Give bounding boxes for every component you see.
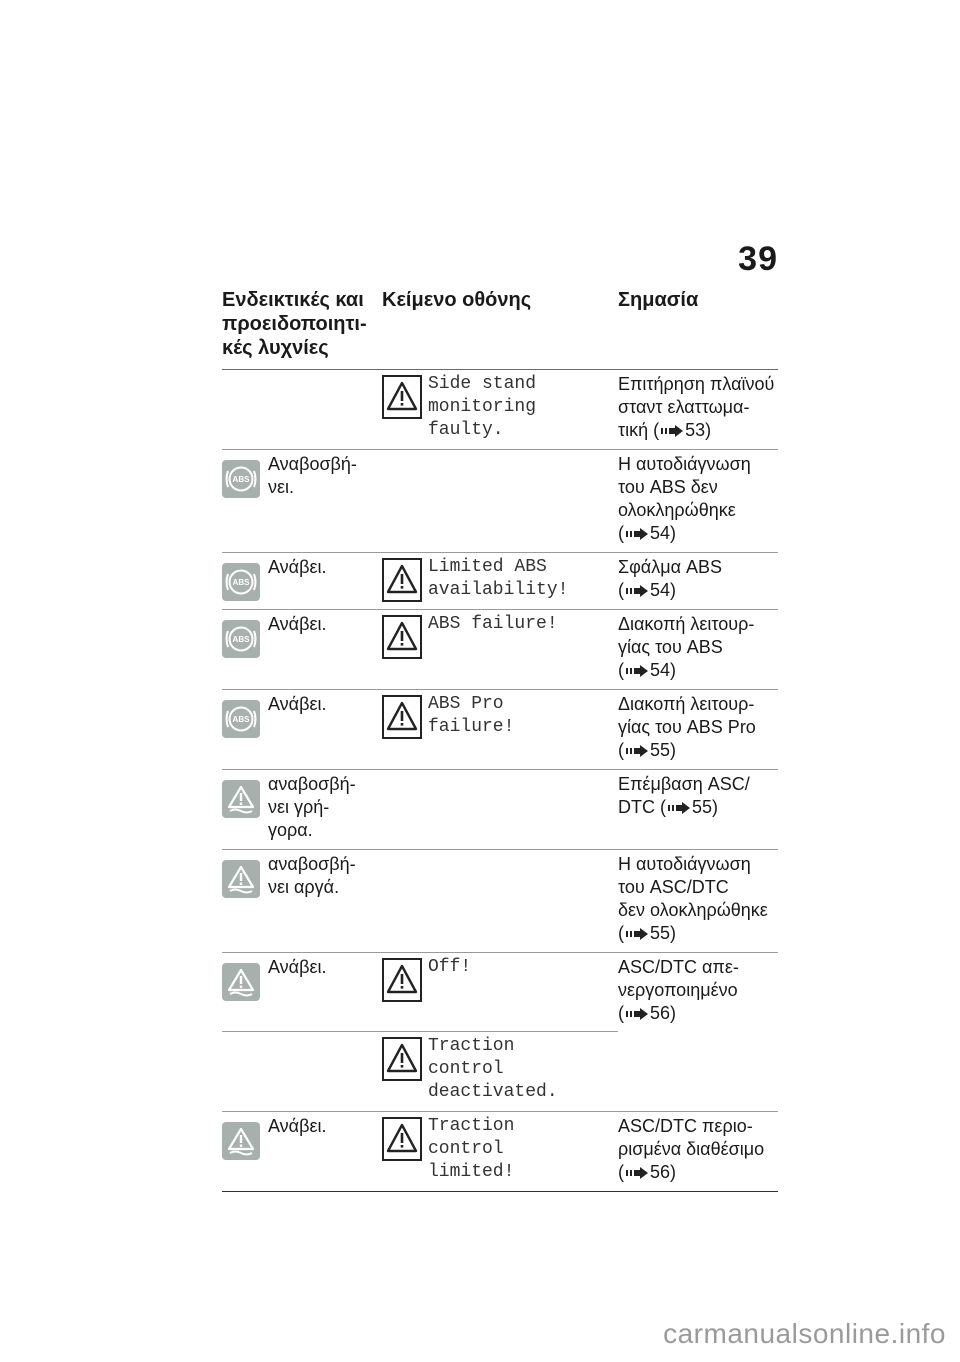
meaning-text: Επέμβαση ASC/ DTC ( (618, 774, 750, 817)
page-reference[interactable]: 54) (650, 660, 677, 680)
dtc-icon (222, 1122, 260, 1160)
table-header (222, 288, 778, 370)
meaning-cell (618, 556, 778, 602)
header-lamps: Ενδεικτικές και προειδοποιητι- κές λυχνίες (222, 289, 367, 359)
warning-triangle-icon (382, 695, 422, 739)
page-reference[interactable]: 54) (650, 580, 677, 600)
lamp-cell (222, 1115, 382, 1184)
dtc-icon (222, 963, 260, 1001)
display-cell (382, 1115, 618, 1184)
lamp-cell (222, 853, 382, 945)
warning-triangle-icon (382, 958, 422, 1002)
reference-arrow-icon (626, 528, 648, 540)
meaning-text: Σφάλμα ABS ( (618, 557, 723, 600)
table-row (222, 770, 778, 850)
display-cell (382, 613, 618, 682)
meaning-text: Η αυτοδιάγνωση του ABS δεν ολοκληρώθηκε ( (618, 454, 751, 543)
lamp-cell (222, 453, 382, 545)
lamp-state: Ανάβει. (268, 957, 327, 977)
lamp-state: αναβοσβή- νει αργά. (268, 854, 356, 897)
warning-triangle-icon (382, 375, 422, 419)
dtc-icon (222, 780, 260, 818)
display-cell (382, 556, 618, 602)
lamp-state: Ανάβει. (268, 1116, 327, 1136)
warning-triangle-icon (382, 1037, 422, 1081)
page-reference[interactable]: 55) (650, 923, 677, 943)
lamp-cell (222, 556, 382, 602)
lamp-state: Ανάβει. (268, 614, 327, 634)
meaning-text: ASC/DTC περιο- ρισμένα διαθέσιμο ( (618, 1116, 765, 1182)
abs-icon (222, 563, 260, 601)
page-reference[interactable]: 53) (685, 420, 712, 440)
lamp-state: αναβοσβή- νει γρή- γορα. (268, 774, 356, 840)
header-display-text: Κείμενο οθόνης (382, 289, 532, 311)
warning-triangle-icon (382, 615, 422, 659)
reference-arrow-icon (626, 745, 648, 757)
watermark: carmanualsonline.info (663, 1318, 946, 1349)
display-cell (382, 956, 618, 1025)
meaning-text: Διακοπή λειτουρ- γίας του ABS Pro ( (618, 694, 756, 760)
meaning-text: Επιτήρηση πλαϊνού σταντ ελαττωμα- τική ( (618, 374, 775, 440)
dtc-icon (222, 860, 260, 898)
warning-triangle-icon (382, 1117, 422, 1161)
page-reference[interactable]: 55) (692, 797, 719, 817)
display-cell (382, 373, 618, 442)
abs-icon (222, 700, 260, 738)
page-reference[interactable]: 55) (650, 740, 677, 760)
meaning-text: Η αυτοδιάγνωση του ASC/DTC δεν ολοκληρώθηκε ( (618, 854, 768, 943)
table-row (222, 450, 778, 553)
table-row (222, 690, 778, 770)
meaning-cell (618, 1035, 778, 1104)
reference-arrow-icon (668, 802, 690, 814)
lamp-cell (222, 373, 382, 442)
lamp-cell (222, 1035, 382, 1104)
display-message: ABS Pro failure! (428, 694, 515, 737)
reference-arrow-icon (661, 425, 683, 437)
meaning-cell (618, 956, 778, 1025)
lamp-cell (222, 693, 382, 762)
page-number: 39 (738, 240, 778, 278)
display-cell (382, 853, 618, 945)
meaning-cell (618, 853, 778, 945)
table-row (222, 953, 778, 1032)
table-row (222, 1112, 778, 1192)
meaning-cell (618, 773, 778, 842)
page-reference[interactable]: 56) (650, 1003, 677, 1023)
display-message: Off! (428, 957, 472, 977)
table-row (222, 370, 778, 450)
abs-icon (222, 620, 260, 658)
meaning-cell (618, 373, 778, 442)
table-body (222, 370, 778, 1192)
display-message: Side stand monitoring faulty. (428, 374, 537, 440)
meaning-cell (618, 1115, 778, 1184)
reference-arrow-icon (626, 1167, 648, 1179)
lamp-state: Ανάβει. (268, 557, 327, 577)
table-row (222, 850, 778, 953)
lamp-cell (222, 613, 382, 682)
reference-arrow-icon (626, 585, 648, 597)
svg-text:ABS: ABS (232, 475, 250, 484)
display-cell (382, 1035, 618, 1104)
lamp-cell (222, 773, 382, 842)
svg-text:ABS: ABS (232, 635, 250, 644)
page-reference[interactable]: 54) (650, 523, 677, 543)
display-cell (382, 773, 618, 842)
table-row (222, 553, 778, 610)
meaning-cell (618, 613, 778, 682)
display-message: ABS failure! (428, 614, 558, 634)
reference-arrow-icon (626, 1008, 648, 1020)
meaning-text: Διακοπή λειτουρ- γίας του ABS ( (618, 614, 755, 680)
meaning-cell (618, 693, 778, 762)
display-message: Traction control deactivated. (428, 1036, 558, 1102)
table-row (222, 610, 778, 690)
table-row (222, 1032, 778, 1112)
display-cell (382, 453, 618, 545)
header-meaning: Σημασία (618, 289, 699, 311)
svg-text:ABS: ABS (232, 715, 250, 724)
display-message: Traction control limited! (428, 1116, 515, 1182)
reference-arrow-icon (626, 928, 648, 940)
warning-triangle-icon (382, 558, 422, 602)
abs-icon (222, 460, 260, 498)
lamp-state: Αναβοσβή- νει. (268, 454, 357, 497)
meaning-cell (618, 453, 778, 545)
reference-arrow-icon (626, 665, 648, 677)
lamp-state: Ανάβει. (268, 694, 327, 714)
page-reference[interactable]: 56) (650, 1162, 677, 1182)
lamp-cell (222, 956, 382, 1025)
svg-text:ABS: ABS (232, 578, 250, 587)
display-cell (382, 693, 618, 762)
display-message: Limited ABS availability! (428, 557, 569, 600)
meaning-text: ASC/DTC απε- νεργοποιημένο ( (618, 957, 739, 1023)
indicator-table (222, 288, 778, 1192)
